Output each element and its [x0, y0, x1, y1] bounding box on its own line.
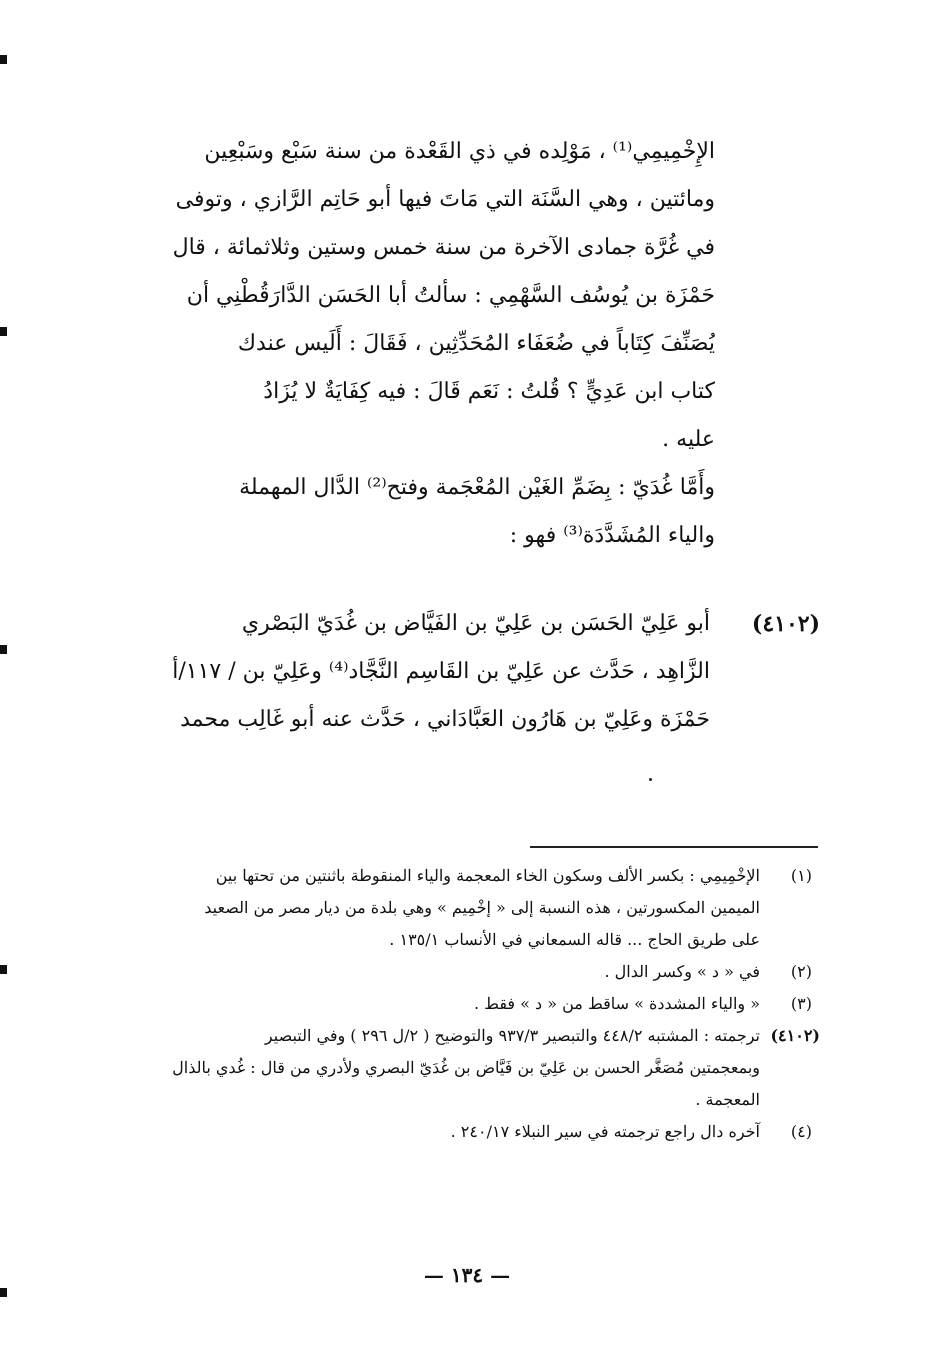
margin-mark: [0, 1288, 7, 1297]
footnotes: [60, 860, 820, 1148]
entry-body: [60, 600, 710, 744]
main-text-line: حَمْزَة بن يُوسُف السَّهْمِي : سألتُ أبا الحَسَن الدَّارَقُطْنِي أن: [186, 283, 715, 308]
footnote-number: (١): [790, 866, 812, 885]
footnote-number: (٤١٠٢): [770, 1026, 820, 1045]
main-text-line: والياء المُشَدَّدَة⁽³⁾ فهو :: [509, 523, 715, 548]
entry-number: (٤١٠٢): [751, 611, 820, 637]
footnote-entry-4102: [60, 1020, 820, 1116]
margin-mark: [0, 645, 7, 654]
main-text-line: يُصَنِّفَ كِتَاباً في ضُعَفَاء المُحَدِّثِين ، فَقَالَ : أَلَيس عندك: [237, 331, 715, 356]
margin-mark: [0, 965, 7, 974]
footnote-body: [60, 1116, 760, 1148]
stray-dot: [649, 778, 652, 781]
footnote-3: [60, 988, 820, 1020]
main-text-line: وأَمَّا غُدَيّ : بِضَمِّ الغَيْن المُعْجَمة وفتح⁽²⁾ الدَّال المهملة: [239, 475, 715, 500]
footnote-2: [60, 956, 820, 988]
footnote-line: الميمين المكسورتين ، هذه النسبة إلى « إخْمِيم » وهي بلدة من ديار مصر من الصعيد: [204, 898, 760, 917]
footnote-body: [60, 860, 760, 956]
footnote-body: [60, 988, 760, 1020]
footnote-1: [60, 860, 820, 956]
main-text-line: عليه .: [662, 427, 715, 452]
footnote-line: في « د » وكسر الدال .: [604, 962, 760, 981]
footnote-line: ترجمته : المشتبه ٤٤٨/٢ والتبصير ٩٣٧/٣ والتوضيح ( ٢/ل ٢٩٦ ) وفي التبصير: [264, 1026, 760, 1045]
footnote-number: (٢): [790, 962, 812, 981]
footnote-number: (٣): [790, 994, 812, 1013]
entry-line: حَمْزَة وعَلِيّ بن هَارُون العَبَّادَاني ، حَدَّث عنه أبو غَالِب محمد: [180, 707, 710, 732]
main-text-block: [140, 128, 715, 560]
footnote-number: (٤): [790, 1122, 812, 1141]
footnote-body: [60, 1020, 760, 1116]
main-text-line: في غُرَّة جمادى الآخرة من سنة خمس وستين وثلاثمائة ، قال: [172, 235, 715, 260]
footnote-line: على طريق الحاج ... قاله السمعاني في الأنساب ١٣٥/١ .: [389, 930, 760, 949]
main-text-line: كتاب ابن عَدِيٍّ ؟ قُلتُ : نَعَم قَالَ : فيه كِفَايَةٌ لا يُزَادُ: [263, 379, 715, 404]
margin-mark: [0, 55, 7, 64]
entry-line: الزَّاهِد ، حَدَّث عن عَلِيّ بن القَاسِم النَّجَّاد⁽⁴⁾ وعَلِيّ بن / ١١٧/أ: [172, 659, 710, 684]
footnote-line: وبمعجمتين مُصَغَّر الحسن بن عَلِيّ بن فَيَّاض بن غُدَيّ البصري ولأدري من قال : غُدي بالذال: [172, 1058, 760, 1077]
footnote-line: الإخْمِيمِي : بكسر الألف وسكون الخاء المعجمة والياء المنقوطة باثنتين من تحتها بين: [215, 866, 760, 885]
page-number: — ١٣٤ —: [423, 1263, 511, 1287]
margin-mark: [0, 327, 7, 336]
footnote-line: المعجمة .: [695, 1090, 760, 1109]
footnote-4: [60, 1116, 820, 1148]
main-text-line: ومائتين ، وهي السَّنَة التي مَاتَ فيها أبو حَاتِم الرَّازي ، وتوفى: [175, 187, 715, 212]
footnote-separator: [530, 846, 818, 848]
entry-line: أبو عَلِيّ الحَسَن بن عَلِيّ بن الفَيَّاض بن غُدَيّ البَصْري: [241, 611, 710, 636]
footnote-line: آخره دال راجع ترجمته في سير النبلاء ٢٤٠/١٧ .: [450, 1122, 760, 1141]
main-text-line: الإِخْمِيمِي⁽¹⁾ ، مَوْلِده في ذي القَعْدة من سنة سَبْع وسَبْعِين: [204, 139, 715, 164]
footnote-line: « والياء المشددة » ساقط من « د » فقط .: [473, 994, 760, 1013]
footnote-body: [60, 956, 760, 988]
